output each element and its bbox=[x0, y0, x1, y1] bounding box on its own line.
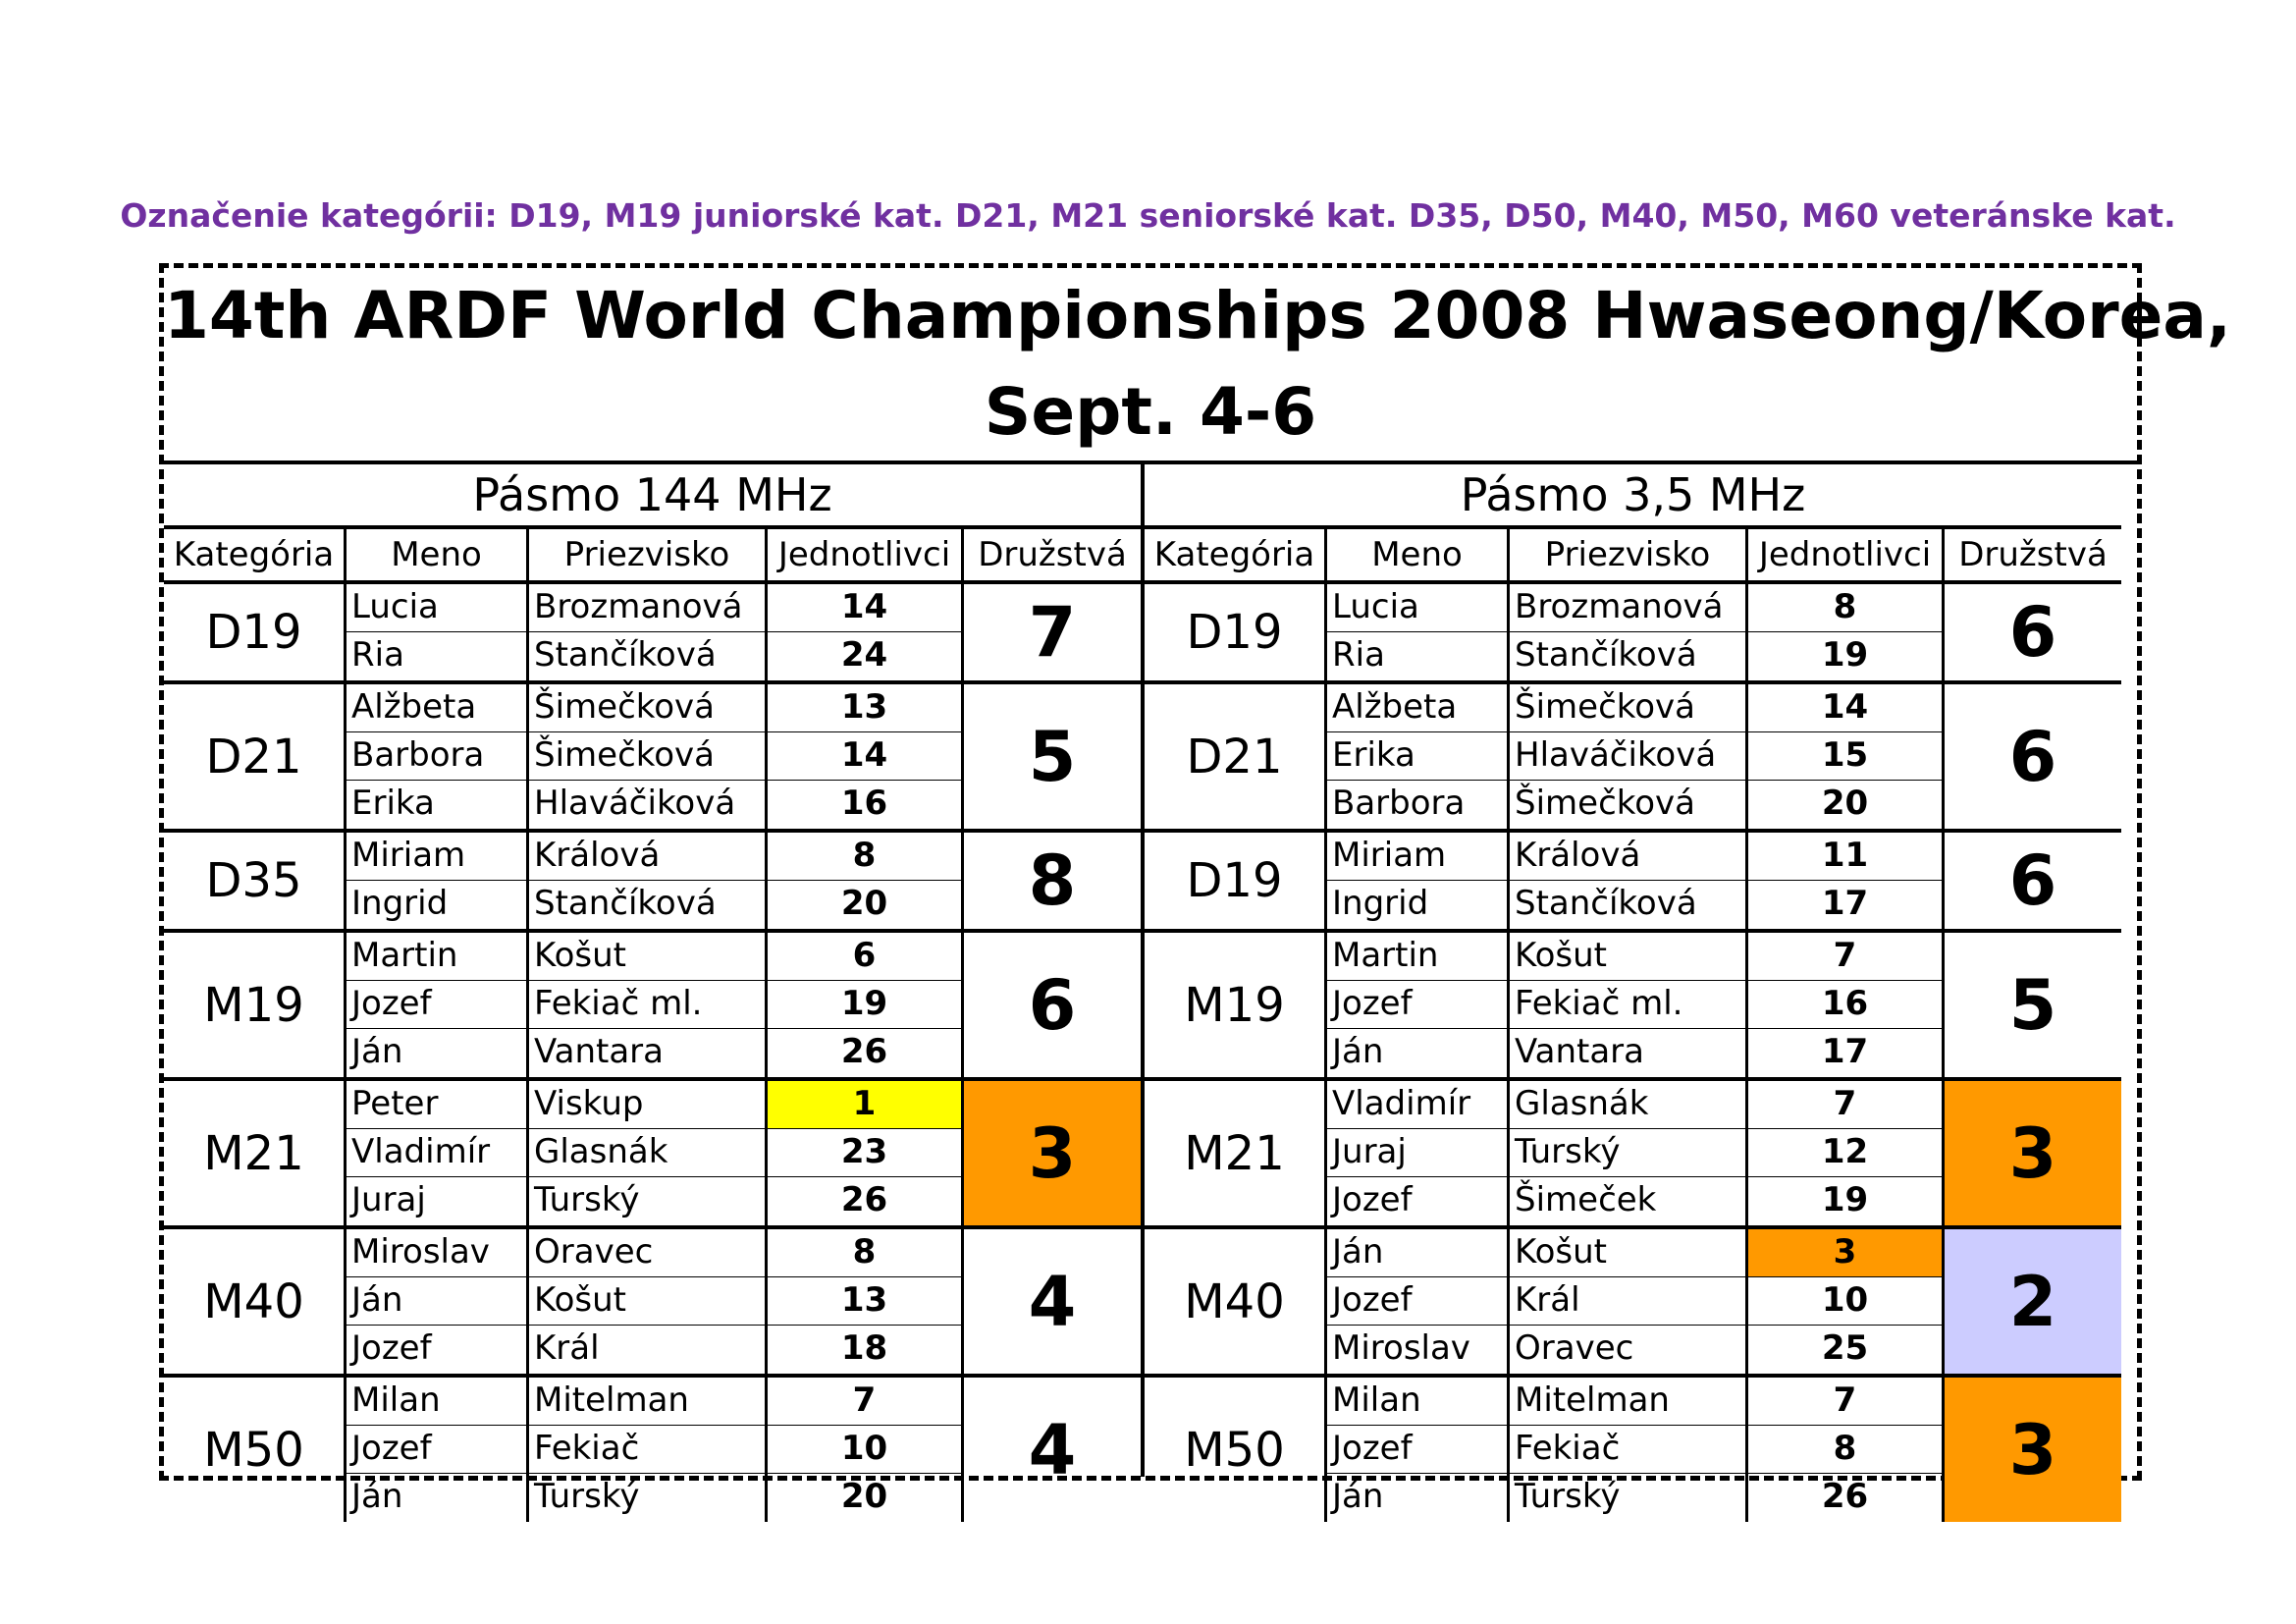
team-place-cell: 5 bbox=[1028, 716, 1077, 797]
page-subtitle: Sept. 4-6 bbox=[984, 374, 1317, 450]
last-name-cell: Král bbox=[1510, 1277, 1748, 1325]
competitor-row bbox=[347, 1277, 964, 1326]
individual-place-cell: 8 bbox=[1748, 1426, 1945, 1473]
first-name-cell: Ján bbox=[1327, 1474, 1510, 1522]
last-name-cell: Oravec bbox=[529, 1229, 768, 1276]
category-group bbox=[164, 684, 1141, 833]
last-name-cell: Stančíková bbox=[529, 632, 768, 680]
competitor-row bbox=[1327, 1277, 1945, 1326]
category-cell: D21 bbox=[164, 684, 347, 829]
competitor-row bbox=[1327, 1177, 1945, 1225]
individual-place-cell: 7 bbox=[768, 1378, 964, 1425]
first-name-cell: Peter bbox=[347, 1081, 529, 1128]
individual-place-cell: 1 bbox=[768, 1081, 964, 1128]
competitor-row bbox=[1327, 1474, 1945, 1522]
last-name-cell: Glasnák bbox=[529, 1129, 768, 1176]
last-name-cell: Turský bbox=[529, 1474, 768, 1522]
competitor-row bbox=[1327, 632, 1945, 680]
first-name-cell: Erika bbox=[1327, 732, 1510, 780]
individual-place-cell: 16 bbox=[1748, 981, 1945, 1028]
last-name-cell: Košut bbox=[1510, 1229, 1748, 1276]
competitor-rows bbox=[1327, 1081, 1945, 1225]
individual-place-cell: 10 bbox=[768, 1426, 964, 1473]
individual-place-cell: 18 bbox=[768, 1326, 964, 1374]
last-name-cell: Hlaváčiková bbox=[1510, 732, 1748, 780]
individual-place-cell: 7 bbox=[1748, 1378, 1945, 1425]
competitor-row bbox=[347, 1029, 964, 1077]
individual-place-cell: 26 bbox=[1748, 1474, 1945, 1522]
category-cell: D21 bbox=[1145, 684, 1327, 829]
team-place-cell: 3 bbox=[964, 1081, 1141, 1225]
team-place-cell: 7 bbox=[1028, 592, 1077, 673]
last-name-cell: Stančíková bbox=[1510, 881, 1748, 929]
last-name-cell: Turský bbox=[1510, 1129, 1748, 1176]
first-name-cell: Vladimír bbox=[347, 1129, 529, 1176]
competitor-row bbox=[347, 881, 964, 929]
competitor-rows bbox=[347, 684, 964, 829]
competitor-row bbox=[1327, 933, 1945, 981]
col-header-druzstva: Družstvá bbox=[1958, 535, 2108, 574]
competitor-row bbox=[347, 1081, 964, 1129]
table-header bbox=[164, 529, 1141, 584]
results-sheet bbox=[159, 263, 2232, 1516]
first-name-cell: Ria bbox=[347, 632, 529, 680]
first-name-cell: Jozef bbox=[1327, 1177, 1510, 1225]
competitor-row bbox=[1327, 732, 1945, 781]
competitor-row bbox=[1327, 881, 1945, 929]
individual-place-cell: 20 bbox=[1748, 781, 1945, 829]
last-name-cell: Košut bbox=[529, 933, 768, 980]
first-name-cell: Barbora bbox=[347, 732, 529, 780]
first-name-cell: Miroslav bbox=[1327, 1326, 1510, 1374]
category-group bbox=[1145, 933, 2121, 1081]
first-name-cell: Martin bbox=[1327, 933, 1510, 980]
last-name-cell: Turský bbox=[529, 1177, 768, 1225]
last-name-cell: Fekiač ml. bbox=[1510, 981, 1748, 1028]
competitor-row bbox=[347, 1129, 964, 1177]
team-place-cell: 3 bbox=[1945, 1081, 2121, 1225]
last-name-cell: Fekiač bbox=[529, 1426, 768, 1473]
competitor-rows bbox=[1327, 1229, 1945, 1374]
individual-place-cell: 8 bbox=[768, 1229, 964, 1276]
team-place-cell: 2 bbox=[1945, 1229, 2121, 1374]
individual-place-cell: 23 bbox=[768, 1129, 964, 1176]
competitor-row bbox=[1327, 781, 1945, 829]
last-name-cell: Králová bbox=[1510, 833, 1748, 880]
band-title: Pásmo 144 MHz bbox=[164, 464, 1141, 529]
first-name-cell: Ingrid bbox=[1327, 881, 1510, 929]
col-header-jednotlivci: Jednotlivci bbox=[768, 529, 964, 580]
individual-place-cell: 6 bbox=[768, 933, 964, 980]
last-name-cell: Šimečková bbox=[1510, 684, 1748, 731]
individual-place-cell: 16 bbox=[768, 781, 964, 829]
category-groups bbox=[164, 584, 1141, 1522]
team-place-cell: 6 bbox=[2008, 840, 2057, 921]
category-group bbox=[1145, 684, 2121, 833]
last-name-cell: Šimečková bbox=[529, 732, 768, 780]
category-group bbox=[1145, 1378, 2121, 1522]
col-header-kategoria: Kategória bbox=[1145, 529, 1327, 580]
competitor-row bbox=[1327, 1378, 1945, 1426]
competitor-row bbox=[1327, 981, 1945, 1029]
individual-place-cell: 14 bbox=[768, 584, 964, 631]
first-name-cell: Ria bbox=[1327, 632, 1510, 680]
last-name-cell: Králová bbox=[529, 833, 768, 880]
first-name-cell: Miriam bbox=[347, 833, 529, 880]
category-cell: M19 bbox=[1145, 933, 1327, 1077]
category-cell: D35 bbox=[164, 833, 347, 929]
category-cell: M19 bbox=[164, 933, 347, 1077]
last-name-cell: Brozmanová bbox=[1510, 584, 1748, 631]
category-cell: M21 bbox=[1145, 1081, 1327, 1225]
first-name-cell: Barbora bbox=[1327, 781, 1510, 829]
team-place-cell: 4 bbox=[1028, 1409, 1077, 1490]
category-group bbox=[164, 1378, 1141, 1522]
category-group bbox=[164, 584, 1141, 684]
competitor-row bbox=[347, 1326, 964, 1374]
category-cell: M21 bbox=[164, 1081, 347, 1225]
last-name-cell: Šimeček bbox=[1510, 1177, 1748, 1225]
individual-place-cell: 20 bbox=[768, 881, 964, 929]
category-group bbox=[164, 933, 1141, 1081]
first-name-cell: Ingrid bbox=[347, 881, 529, 929]
col-header-priezvisko: Priezvisko bbox=[529, 529, 768, 580]
last-name-cell: Šimečková bbox=[529, 684, 768, 731]
first-name-cell: Erika bbox=[347, 781, 529, 829]
team-place-cell: 6 bbox=[1028, 964, 1077, 1046]
category-cell: D19 bbox=[1145, 584, 1327, 680]
individual-place-cell: 7 bbox=[1748, 1081, 1945, 1128]
first-name-cell: Jozef bbox=[1327, 1277, 1510, 1325]
last-name-cell: Turský bbox=[1510, 1474, 1748, 1522]
first-name-cell: Vladimír bbox=[1327, 1081, 1510, 1128]
competitor-row bbox=[347, 981, 964, 1029]
competitor-row bbox=[1327, 1029, 1945, 1077]
competitor-row bbox=[1327, 1081, 1945, 1129]
competitor-row bbox=[347, 632, 964, 680]
last-name-cell: Oravec bbox=[1510, 1326, 1748, 1374]
first-name-cell: Ján bbox=[347, 1029, 529, 1077]
title-block bbox=[164, 268, 2232, 464]
last-name-cell: Fekiač bbox=[1510, 1426, 1748, 1473]
band-table-3-5mhz bbox=[1145, 464, 2121, 1516]
category-group bbox=[1145, 1081, 2121, 1229]
first-name-cell: Juraj bbox=[347, 1177, 529, 1225]
individual-place-cell: 15 bbox=[1748, 732, 1945, 780]
competitor-row bbox=[347, 584, 964, 632]
team-place-cell: 3 bbox=[1945, 1378, 2121, 1522]
individual-place-cell: 19 bbox=[1748, 1177, 1945, 1225]
first-name-cell: Lucia bbox=[347, 584, 529, 631]
last-name-cell: Vantara bbox=[1510, 1029, 1748, 1077]
col-header-jednotlivci: Jednotlivci bbox=[1748, 529, 1945, 580]
team-place-cell: 5 bbox=[2008, 964, 2057, 1046]
individual-place-cell: 10 bbox=[1748, 1277, 1945, 1325]
individual-place-cell: 14 bbox=[768, 732, 964, 780]
category-group bbox=[164, 1229, 1141, 1378]
competitor-row bbox=[1327, 1326, 1945, 1374]
category-legend-note: Označenie kategórii: D19, M19 juniorské kat. D21, M21 seniorské kat. D35, D50, M40, M50, M60 veteránske kat. bbox=[120, 196, 2176, 235]
individual-place-cell: 8 bbox=[768, 833, 964, 880]
competitor-row bbox=[347, 1426, 964, 1474]
last-name-cell: Mitelman bbox=[529, 1378, 768, 1425]
page-title: 14th ARDF World Championships 2008 Hwaseong/Korea, bbox=[164, 278, 2232, 353]
competitor-rows bbox=[347, 584, 964, 680]
first-name-cell: Ján bbox=[347, 1277, 529, 1325]
category-group bbox=[164, 833, 1141, 933]
individual-place-cell: 19 bbox=[768, 981, 964, 1028]
competitor-row bbox=[1327, 584, 1945, 632]
category-cell: M40 bbox=[164, 1229, 347, 1374]
table-header bbox=[1145, 529, 2121, 584]
competitor-rows bbox=[347, 833, 964, 929]
first-name-cell: Alžbeta bbox=[1327, 684, 1510, 731]
first-name-cell: Jozef bbox=[347, 1326, 529, 1374]
individual-place-cell: 13 bbox=[768, 1277, 964, 1325]
individual-place-cell: 12 bbox=[1748, 1129, 1945, 1176]
competitor-row bbox=[347, 781, 964, 829]
individual-place-cell: 3 bbox=[1748, 1229, 1945, 1276]
individual-place-cell: 17 bbox=[1748, 881, 1945, 929]
category-group bbox=[1145, 833, 2121, 933]
last-name-cell: Hlaváčiková bbox=[529, 781, 768, 829]
col-header-druzstva: Družstvá bbox=[978, 535, 1127, 574]
category-cell: D19 bbox=[1145, 833, 1327, 929]
competitor-row bbox=[347, 1177, 964, 1225]
band-title: Pásmo 3,5 MHz bbox=[1145, 464, 2121, 529]
col-header-priezvisko: Priezvisko bbox=[1510, 529, 1748, 580]
category-cell: M50 bbox=[164, 1378, 347, 1522]
first-name-cell: Miroslav bbox=[347, 1229, 529, 1276]
competitor-rows bbox=[347, 1378, 964, 1522]
last-name-cell: Košut bbox=[1510, 933, 1748, 980]
first-name-cell: Jozef bbox=[1327, 1426, 1510, 1473]
first-name-cell: Martin bbox=[347, 933, 529, 980]
category-group bbox=[164, 1081, 1141, 1229]
last-name-cell: Král bbox=[529, 1326, 768, 1374]
category-cell: D19 bbox=[164, 584, 347, 680]
first-name-cell: Ján bbox=[1327, 1029, 1510, 1077]
competitor-rows bbox=[347, 1081, 964, 1225]
competitor-rows bbox=[1327, 684, 1945, 829]
competitor-row bbox=[1327, 684, 1945, 732]
last-name-cell: Košut bbox=[529, 1277, 768, 1325]
individual-place-cell: 26 bbox=[768, 1177, 964, 1225]
team-place-cell: 8 bbox=[1028, 840, 1077, 921]
category-groups bbox=[1145, 584, 2121, 1522]
competitor-row bbox=[347, 833, 964, 881]
individual-place-cell: 19 bbox=[1748, 632, 1945, 680]
first-name-cell: Jozef bbox=[347, 981, 529, 1028]
last-name-cell: Glasnák bbox=[1510, 1081, 1748, 1128]
competitor-row bbox=[347, 684, 964, 732]
first-name-cell: Lucia bbox=[1327, 584, 1510, 631]
competitor-rows bbox=[347, 933, 964, 1077]
individual-place-cell: 20 bbox=[768, 1474, 964, 1522]
competitor-row bbox=[347, 1378, 964, 1426]
team-place-cell: 6 bbox=[2008, 716, 2057, 797]
last-name-cell: Šimečková bbox=[1510, 781, 1748, 829]
competitor-rows bbox=[1327, 1378, 1945, 1522]
last-name-cell: Vantara bbox=[529, 1029, 768, 1077]
first-name-cell: Alžbeta bbox=[347, 684, 529, 731]
first-name-cell: Jozef bbox=[347, 1426, 529, 1473]
col-header-meno: Meno bbox=[347, 529, 529, 580]
individual-place-cell: 24 bbox=[768, 632, 964, 680]
competitor-row bbox=[1327, 1129, 1945, 1177]
competitor-rows bbox=[347, 1229, 964, 1374]
individual-place-cell: 25 bbox=[1748, 1326, 1945, 1374]
first-name-cell: Miriam bbox=[1327, 833, 1510, 880]
competitor-rows bbox=[1327, 584, 1945, 680]
category-group bbox=[1145, 1229, 2121, 1378]
last-name-cell: Fekiač ml. bbox=[529, 981, 768, 1028]
first-name-cell: Milan bbox=[1327, 1378, 1510, 1425]
last-name-cell: Stančíková bbox=[1510, 632, 1748, 680]
individual-place-cell: 17 bbox=[1748, 1029, 1945, 1077]
first-name-cell: Milan bbox=[347, 1378, 529, 1425]
individual-place-cell: 11 bbox=[1748, 833, 1945, 880]
individual-place-cell: 26 bbox=[768, 1029, 964, 1077]
last-name-cell: Brozmanová bbox=[529, 584, 768, 631]
competitor-rows bbox=[1327, 833, 1945, 929]
individual-place-cell: 8 bbox=[1748, 584, 1945, 631]
individual-place-cell: 13 bbox=[768, 684, 964, 731]
first-name-cell: Ján bbox=[1327, 1229, 1510, 1276]
competitor-row bbox=[347, 933, 964, 981]
competitor-row bbox=[1327, 1426, 1945, 1474]
first-name-cell: Jozef bbox=[1327, 981, 1510, 1028]
col-header-kategoria: Kategória bbox=[164, 529, 347, 580]
col-header-meno: Meno bbox=[1327, 529, 1510, 580]
competitor-rows bbox=[1327, 933, 1945, 1077]
team-place-cell: 4 bbox=[1028, 1261, 1077, 1342]
band-table-144mhz bbox=[164, 464, 1145, 1516]
first-name-cell: Ján bbox=[347, 1474, 529, 1522]
category-cell: M50 bbox=[1145, 1378, 1327, 1522]
last-name-cell: Viskup bbox=[529, 1081, 768, 1128]
competitor-row bbox=[1327, 833, 1945, 881]
last-name-cell: Mitelman bbox=[1510, 1378, 1748, 1425]
individual-place-cell: 7 bbox=[1748, 933, 1945, 980]
competitor-row bbox=[347, 732, 964, 781]
individual-place-cell: 14 bbox=[1748, 684, 1945, 731]
last-name-cell: Stančíková bbox=[529, 881, 768, 929]
first-name-cell: Juraj bbox=[1327, 1129, 1510, 1176]
category-cell: M40 bbox=[1145, 1229, 1327, 1374]
competitor-row bbox=[1327, 1229, 1945, 1277]
band-tables bbox=[164, 464, 2137, 1516]
category-group bbox=[1145, 584, 2121, 684]
competitor-row bbox=[347, 1229, 964, 1277]
team-place-cell: 6 bbox=[2008, 592, 2057, 673]
competitor-row bbox=[347, 1474, 964, 1522]
